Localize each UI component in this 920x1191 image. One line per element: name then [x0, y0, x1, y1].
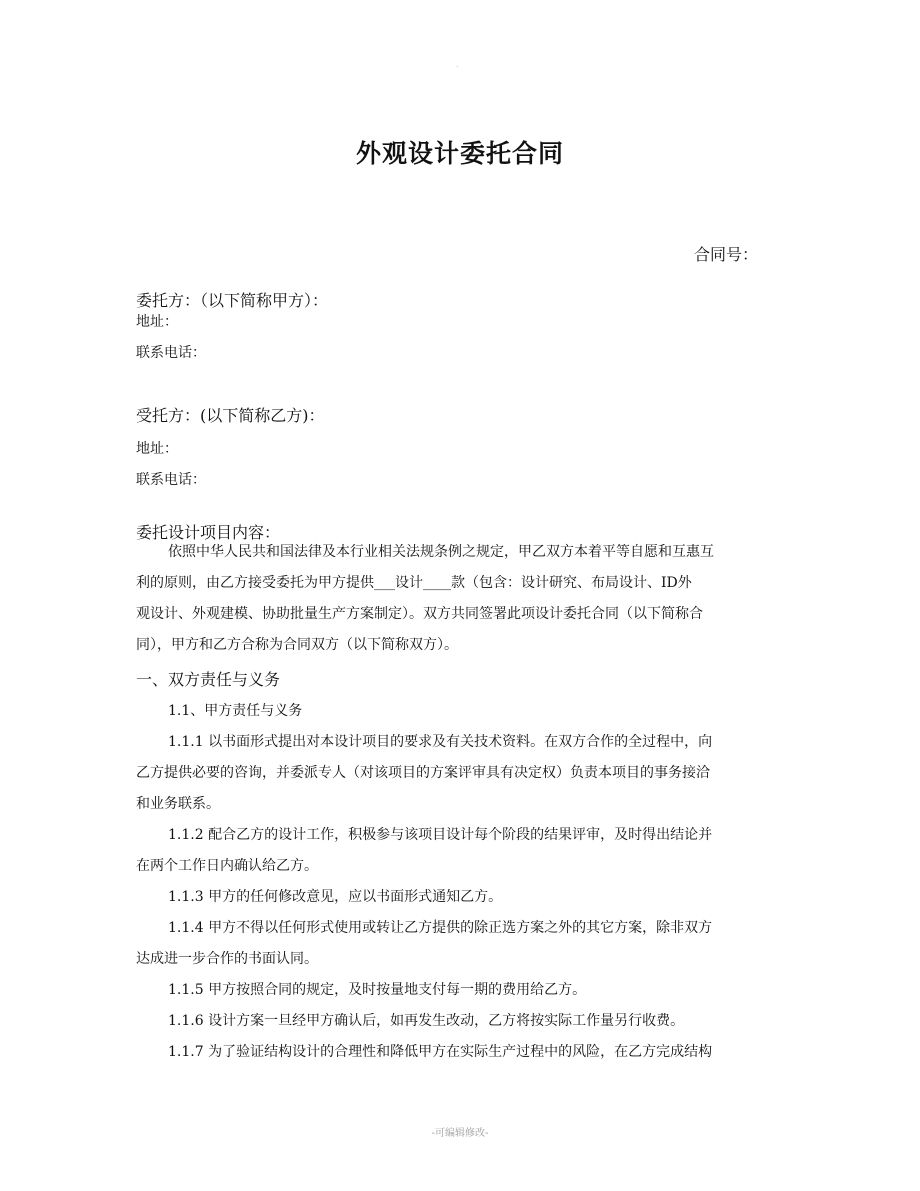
- page-footer: -可编辑修改-: [431, 1128, 489, 1139]
- clause-line: 达成进一步合作的书面认同。: [136, 951, 318, 967]
- clause-line: 和业务联系。: [136, 796, 220, 812]
- contract-number-label: 合同号：: [694, 245, 759, 264]
- project-intro-paragraph: [136, 537, 786, 661]
- clause-line: 1.1.1 以书面形式提出对本设计项目的要求及有关技术资料。在双方合作的全过程中，向: [168, 734, 713, 750]
- party-b-label: 受托方：(以下简称乙方)：: [136, 406, 325, 425]
- party-b-address-label: 地址：: [136, 441, 178, 457]
- intro-line: 观设计、外观建模、协助批量生产方案制定）。双方共同签署此项设计委托合同（以下简称合: [136, 606, 703, 622]
- section-heading: 一、双方责任与义务: [136, 670, 281, 689]
- document-title: 外观设计委托合同: [355, 139, 564, 168]
- clause-line: 1.1.5 甲方按照合同的规定，及时按量地支付每一期的费用给乙方。: [168, 982, 587, 998]
- clause-line: 1.1.2 配合乙方的设计工作，积极参与该项目设计每个阶段的结果评审，及时得出结论并: [168, 827, 713, 843]
- party-b-phone-label: 联系电话：: [136, 472, 206, 488]
- clause-line: 1.1.3 甲方的任何修改意见，应以书面形式通知乙方。: [168, 889, 503, 905]
- clause-line: 1.1.6 设计方案一旦经甲方确认后，如再发生改动，乙方将按实际工作量另行收费。: [168, 1013, 685, 1029]
- intro-line: 利的原则，由乙方接受委托为甲方提供___设计____款（包含：设计研究、布局设计、ID外: [136, 575, 692, 591]
- party-a-label: 委托方：（以下简称甲方）：: [136, 291, 329, 310]
- section-1-body: [136, 696, 786, 1068]
- intro-line: 依照中华人民共和国法律及本行业相关法规条例之规定，甲乙双方本着平等自愿和互惠互: [168, 544, 714, 560]
- party-a-address-label: 地址：: [136, 314, 178, 330]
- party-a-phone-label: 联系电话：: [136, 345, 206, 361]
- project-heading: 委托设计项目内容：: [136, 523, 281, 542]
- clause-line: 1.1.4 甲方不得以任何形式使用或转让乙方提供的除正选方案之外的其它方案，除非双方: [168, 920, 713, 936]
- clause-line: 1.1.7 为了验证结构设计的合理性和降低甲方在实际生产过程中的风险，在乙方完成结构: [168, 1044, 713, 1060]
- intro-line: 同），甲方和乙方合称为合同双方（以下简称双方）。: [136, 637, 458, 653]
- sub-heading: 1.1、甲方责任与义务: [168, 703, 303, 719]
- header-dot: .: [456, 60, 459, 69]
- clause-line: 在两个工作日内确认给乙方。: [136, 858, 318, 874]
- clause-line: 乙方提供必要的咨询，并委派专人（对该项目的方案评审具有决定权）负责本项目的事务接洽: [136, 765, 710, 781]
